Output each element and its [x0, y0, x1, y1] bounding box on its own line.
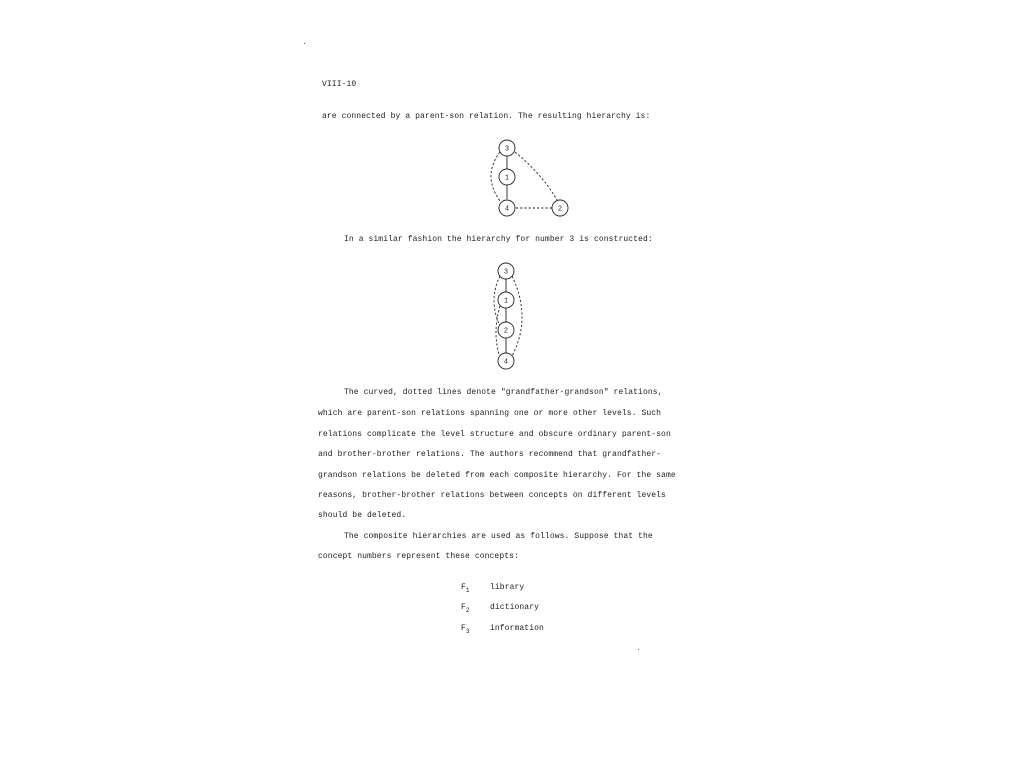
paragraph-line: and brother-brother relations. The authors recommend that grandfather- [318, 450, 662, 459]
node-label: 4 [504, 205, 510, 214]
node [552, 200, 568, 216]
node-label: 2 [503, 327, 509, 336]
paragraph-line: The curved, dotted lines denote "grandfather-grandson" relations, [344, 388, 663, 397]
paragraph-line: concept numbers represent these concepts: [318, 552, 519, 561]
node-label: 1 [504, 174, 510, 183]
hierarchy-diagram-1 [480, 136, 580, 224]
grandfather-grandson-edge [512, 276, 522, 356]
node-label: 2 [557, 205, 563, 214]
node-label: 1 [503, 297, 509, 306]
node [498, 292, 514, 308]
concept-name: information [490, 624, 544, 633]
scan-speck [638, 649, 639, 650]
node-label: 4 [503, 358, 509, 367]
page-label: VIII-10 [322, 80, 357, 89]
node [498, 322, 514, 338]
paragraph-line: which are parent-son relations spanning one or more other levels. Such [318, 409, 662, 418]
paragraph-line: reasons, brother-brother relations between concepts on different levels [318, 491, 666, 500]
hierarchy-diagram-2 [484, 258, 532, 374]
paragraph-line: grandson relations be deleted from each composite hierarchy. For the same [318, 471, 676, 480]
scan-speck [304, 43, 305, 44]
paragraph-line: relations complicate the level structure and obscure ordinary parent-son [318, 430, 671, 439]
concept-symbol: $F_2$ [461, 603, 470, 614]
node-label: 3 [503, 268, 509, 277]
paragraph-line: should be deleted. [318, 511, 407, 520]
paragraph-line: The composite hierarchies are used as follows. Suppose that the [344, 532, 653, 541]
concept-symbol: $F_3$ [461, 624, 470, 635]
node [498, 263, 514, 279]
node [498, 353, 514, 369]
node [499, 169, 515, 185]
node-label: 3 [504, 145, 510, 154]
node [499, 140, 515, 156]
concept-name: library [490, 583, 525, 592]
paragraph-line: In a similar fashion the hierarchy for number 3 is constructed: [344, 235, 653, 244]
concept-name: dictionary [490, 603, 540, 612]
grandfather-grandson-edge [515, 152, 557, 200]
concept-symbol: $F_1$ [461, 583, 470, 594]
node [499, 200, 515, 216]
paragraph-line: are connected by a parent-son relation. The resulting hierarchy is: [322, 112, 651, 121]
